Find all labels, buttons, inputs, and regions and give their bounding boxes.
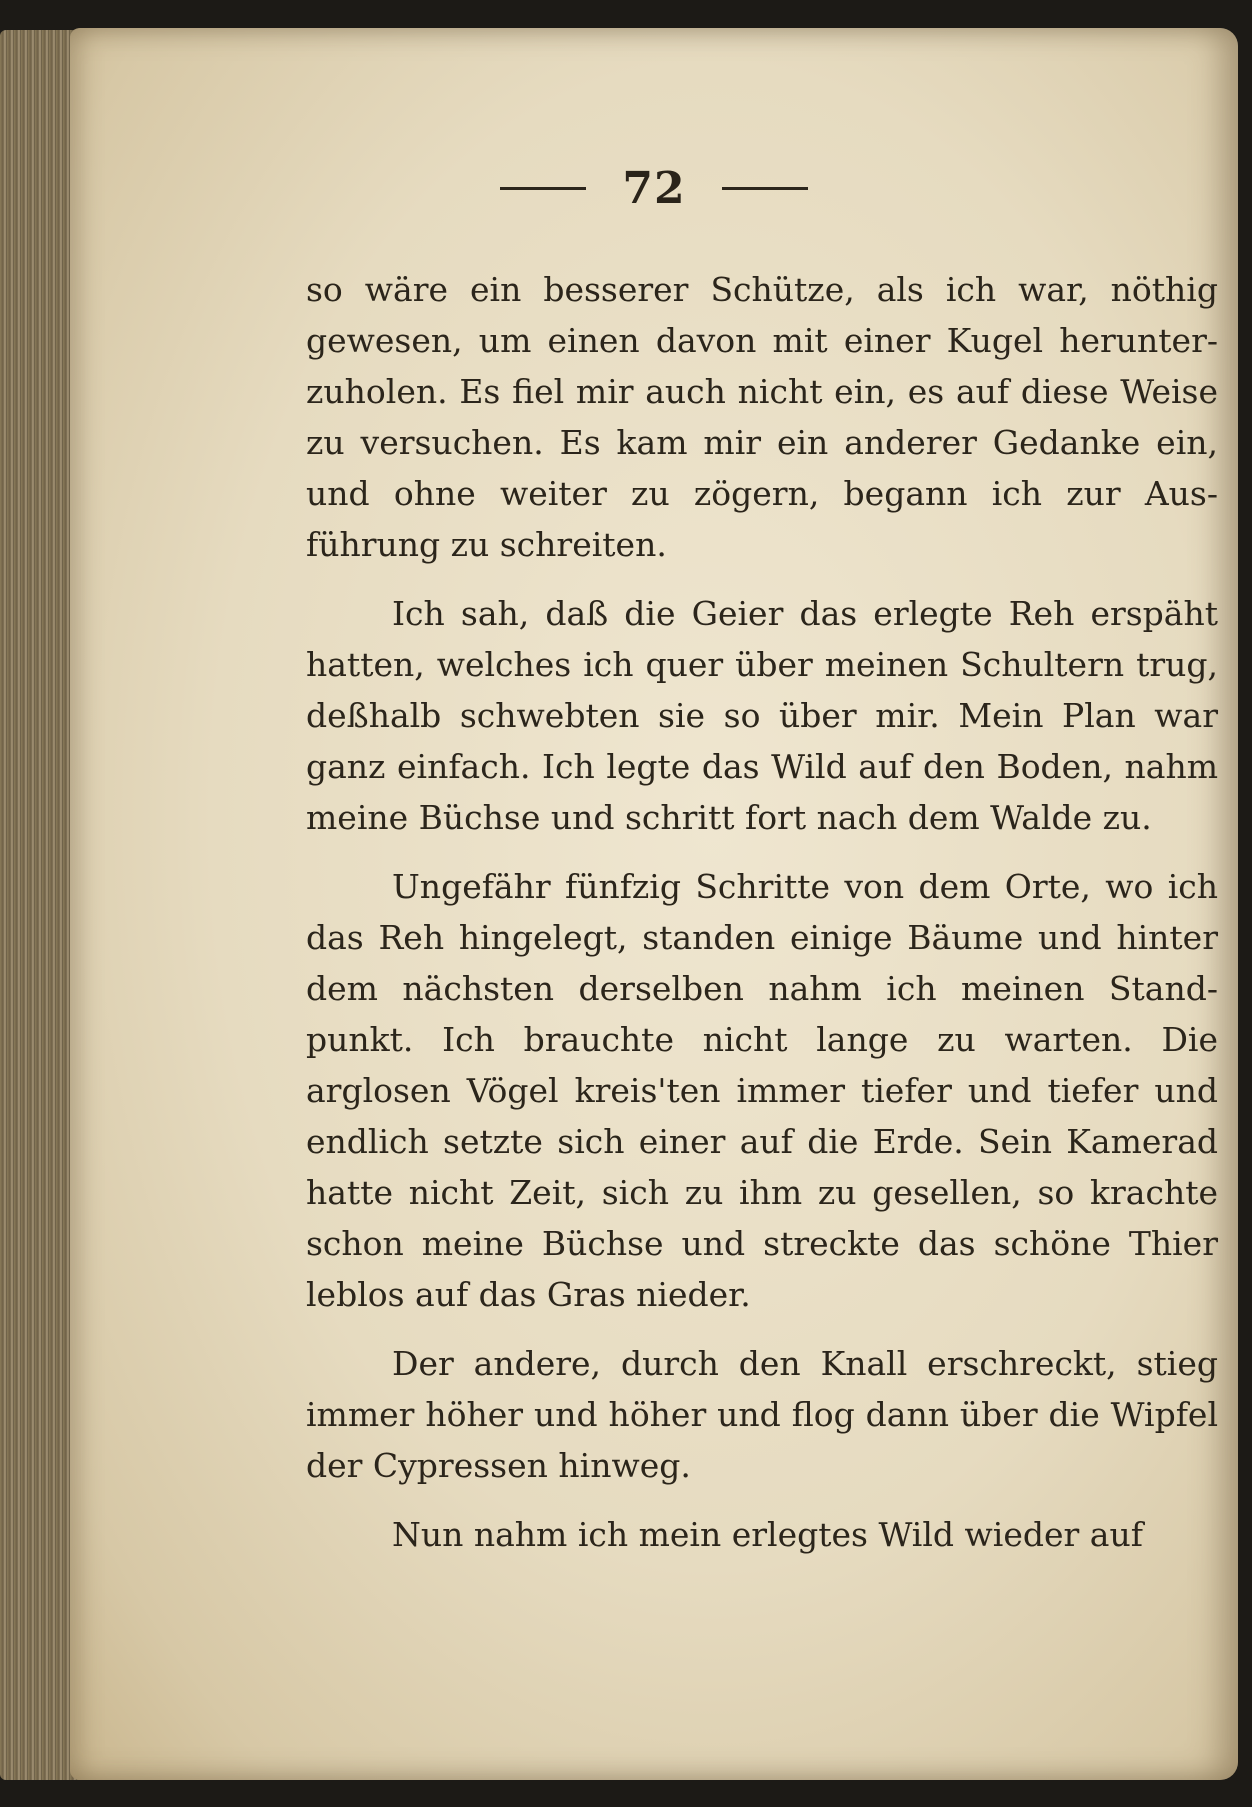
book-page bbox=[70, 28, 1238, 1780]
paragraph-2: Ich sah, daß die Geier das erlegte Reh erspäht hatten, welches ich quer über meinen Schultern trug, deßhalb schwebten sie so über mir. Mein Plan war ganz einfach. Ich legte das Wild auf den Boden, nahm meine Büchse und schritt fort nach dem Walde zu. bbox=[306, 594, 1218, 837]
paragraph-1: so wäre ein besserer Schütze, als ich war, nöthig gewesen, um einen davon mit einer Kugel herunter- zuholen. Es fiel mir auch nicht ein, es auf diese Weise zu versuchen. Es kam mir ein anderer Gedanke ein, und ohne weiter zu zögern, begann ich zur Aus- führung zu schreiten. bbox=[306, 270, 1218, 564]
paragraph-4: Der andere, durch den Knall erschreckt, stieg immer höher und höher und flog dann über die Wipfel der Cypressen hinweg. bbox=[306, 1344, 1218, 1485]
body-text bbox=[306, 264, 1218, 1578]
header-rule-right bbox=[722, 187, 808, 190]
page-header bbox=[70, 163, 1238, 214]
header-rule-left bbox=[500, 187, 586, 190]
paragraph-5: Nun nahm ich mein erlegtes Wild wieder auf bbox=[392, 1515, 1143, 1554]
page-number: 72 bbox=[622, 163, 686, 214]
paragraph-3: Ungefähr fünfzig Schritte von dem Orte, wo ich das Reh hingelegt, standen einige Bäume und hinter dem nächsten derselben nahm ich meinen Stand- punkt. Ich brauchte nicht lange zu warten. Die arglosen Vögel kreis'ten immer tiefer und tiefer und endlich setzte sich einer auf die Erde. Sein Kamerad hatte nicht Zeit, sich zu ihm zu gesellen, so krachte schon meine Büchse und streckte das schöne Thier leblos auf das Gras nieder. bbox=[306, 867, 1218, 1314]
